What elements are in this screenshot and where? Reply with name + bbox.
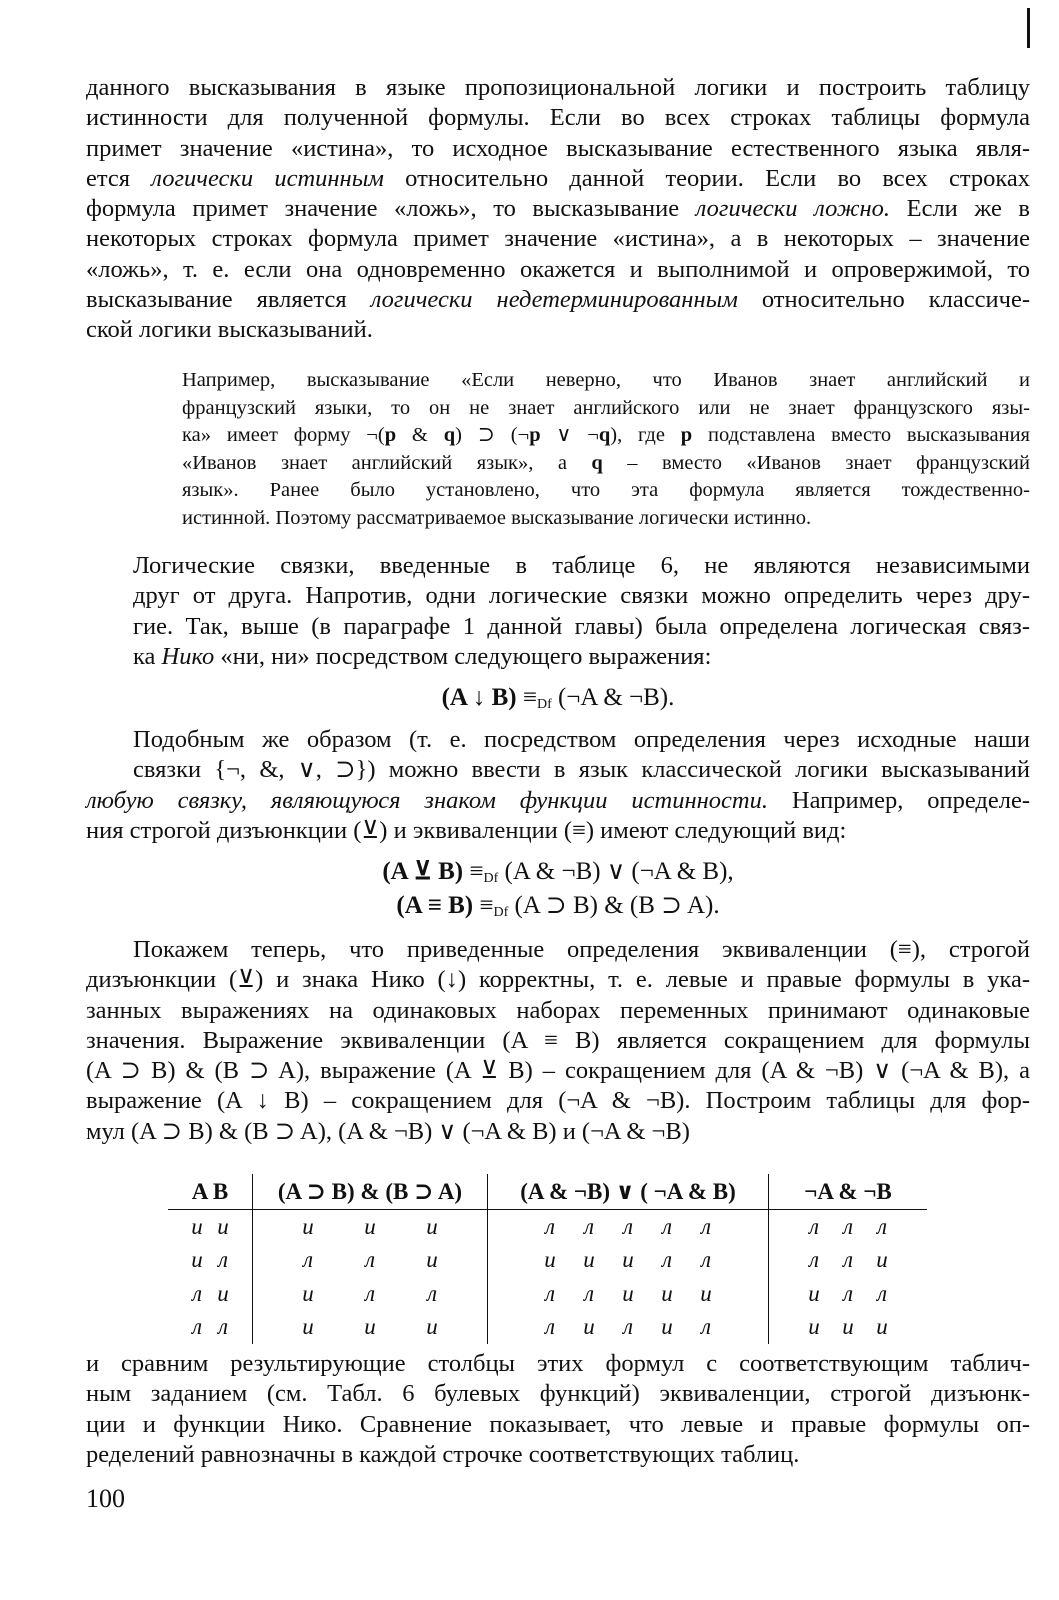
header-nico: ¬A & ¬B <box>769 1174 928 1210</box>
paragraph-correctness: Покажем теперь, что приведенные определения эквиваленции (≡), строгой дизъюнкции (⊻) и знака Нико (↓) корректны, т. е. левые и правые формулы в ука- занных выражениях на одинаковых наборах переменных принимают одинаковые значения. Выражение эквиваленции (A ≡ B) является сокращением для формулы (A ⊃ B) & (B ⊃ A), выражение (A ⊻ B) – сокращением для (A & ¬B) ∨ (¬A & B), а выражение (A ↓ B) – сокращением для (¬A & ¬B). Построим таблицы для фор- мул (A ⊃ B) & (B ⊃ A), (A & ¬B) ∨ (¬A & B) и (¬A & ¬B) <box>86 936 1030 1145</box>
table-row: л л и и и л и л и л и и и <box>168 1311 927 1345</box>
header-equivalence: (A ⊃ B) & (B ⊃ A) <box>253 1174 488 1210</box>
table-row: и и и и и л л л л л л л л <box>168 1210 927 1244</box>
header-strict-disjunction: (A & ¬B) ∨ ( ¬A & B) <box>488 1174 769 1210</box>
paragraph-definitions: Подобным же образом (т. е. посредством определения через исходные наши связки {¬, &, ∨, ⊃}) можно ввести в язык классической логики высказываний любую связку, являющуюся знаком функции истинности. Например, определе- ния строгой дизъюнкции (⊻) и эквиваленции (≡) имеют следующий вид: <box>86 726 1031 844</box>
paragraph-comparison: и сравним результирующие столбцы этих формул с соответствующим таблич- ным заданием (см. Табл. 6 булевых функций) эквиваленции, строгой дизъюнк- ции и функции Нико. Сравнение показывает, что левые и правые формулы оп- ределений равнозначны в каждой строчке соответствующих таблиц. <box>86 1350 1030 1468</box>
table-row: л и и л л л л и и и и л л <box>168 1277 927 1311</box>
truth-table-header <box>168 1174 927 1210</box>
header-ab: A B <box>168 1174 253 1210</box>
page-number: 100 <box>86 1484 125 1513</box>
paragraph-connectives: Логические связки, введенные в таблице 6, не являются независимыми друг от друга. Напротив, одни логические связки можно определить через дру- гие. Так, выше (в параграфе 1 данной главы) была определена логическая связ- ка Нико «ни, ни» посредством следующего выражения: <box>133 552 1030 670</box>
paragraph-logical-truth: данного высказывания в языке пропозициональной логики и построить таблицу истинности для полученной формулы. Если во всех строках таблицы формула примет значение «истина», то исходное высказывание естественного языка явля- ется логически истинным относительно данной теории. Если во всех строках формула примет значение «ложь», то высказывание логически ложно. Если же в некоторых строках формула примет значение «истина», а в некоторых – значение «ложь», т. е. если она одновременно окажется и выполнимой и опровержимой, то высказывание является логически недетерминированным относительно классиче- ской логики высказываний. <box>86 74 1030 344</box>
formula-xor: (A ⊻ $B) \equiv_{Df}$ (A & ¬B) ∨ (¬A & B), <box>382 858 734 886</box>
formula-equivalence: $(A \equiv B) \equiv_{Df}$ (A ⊃ B) & (B ⊃ A). <box>396 892 720 920</box>
truth-table <box>168 1174 927 1344</box>
margin-mark <box>1027 8 1030 48</box>
formula-nico: (A ↓ $B) \equiv_{Df}$ (¬A & ¬B). <box>441 684 675 712</box>
example-block: Например, высказывание «Если неверно, что Иванов знает английский и французский языки, то он не знает английского или не знает французского язы- ка» имеет форму ¬(p & q) ⊃ (¬p ∨ ¬q), где p подставлена вместо высказывания «Иванов знает английский язык», а q – вместо «Иванов знает французский язык». Ранее было установлено, что эта формула является тождественно- истинной. Поэтому рассматриваемое высказывание логически истинно. <box>182 369 1030 529</box>
table-row: и л л л и и и и л л л л и <box>168 1244 927 1278</box>
